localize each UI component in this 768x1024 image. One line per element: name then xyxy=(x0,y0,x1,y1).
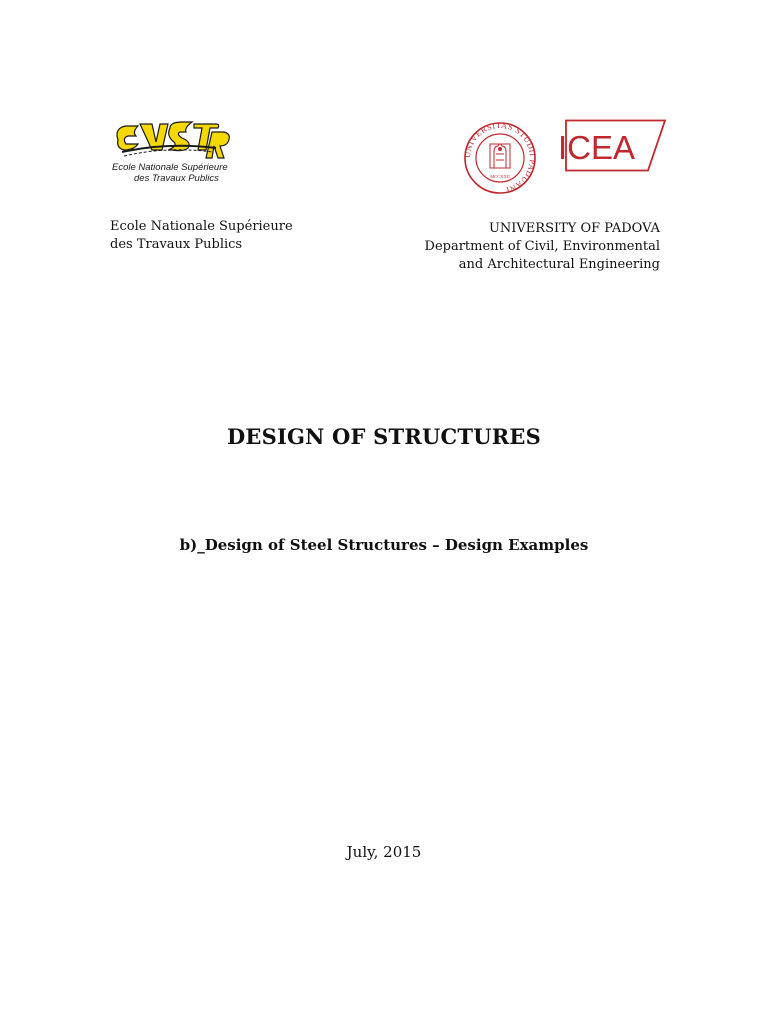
document-subtitle: b)_Design of Steel Structures – Design Examples xyxy=(179,536,589,554)
document-date: July, 2015 xyxy=(346,843,422,861)
icea-logo-text: ICEA xyxy=(558,129,636,166)
padova-seal xyxy=(460,122,540,192)
left-affiliation xyxy=(110,218,293,254)
padova-seal-year: MCCXXII xyxy=(490,174,510,179)
entpe-logo xyxy=(108,118,232,188)
right-affiliation-line-1: UNIVERSITY OF PADOVA xyxy=(488,221,660,236)
entpe-logo-text-1: Ecole Nationale Supérieure xyxy=(112,162,228,173)
left-affiliation-line-2: des Travaux Publics xyxy=(110,237,243,252)
document-title: DESIGN OF STRUCTURES xyxy=(227,424,541,449)
padova-seal-graphic xyxy=(460,122,540,194)
icea-logo xyxy=(556,119,668,173)
padova-seal-text: UNIVERSITAS STUDII PADUANI xyxy=(462,122,538,194)
entpe-logo-text-2: des Travaux Publics xyxy=(134,173,219,184)
right-affiliation xyxy=(425,220,660,274)
right-affiliation-line-2: Department of Civil, Environmental xyxy=(424,239,660,254)
right-affiliation-line-3: and Architectural Engineering xyxy=(458,257,660,272)
entpe-logo-graphic xyxy=(108,118,232,188)
left-affiliation-line-1: Ecole Nationale Supérieure xyxy=(110,219,293,234)
icea-logo-graphic xyxy=(556,119,668,173)
